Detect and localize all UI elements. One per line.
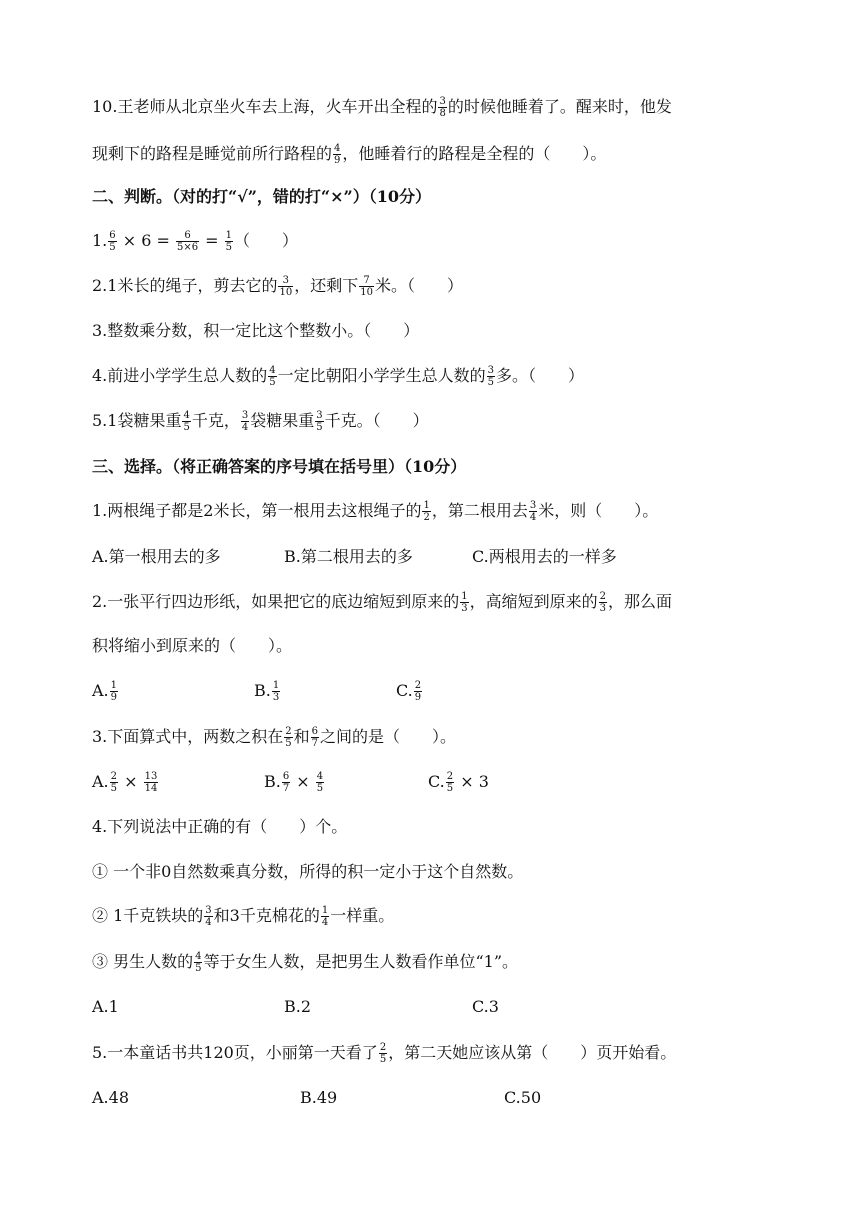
text: 等于女生人数，是把男生人数看作单位“1”。 <box>203 952 519 971</box>
operator: × 3 <box>455 772 489 791</box>
numerator: 3 <box>205 905 212 916</box>
text: 现剩下的路程是睡觉前所行路程的 <box>92 144 333 163</box>
fraction <box>278 275 293 298</box>
numerator: 4 <box>269 365 276 376</box>
denominator: 5×6 <box>176 242 199 253</box>
numerator: 6 <box>311 726 319 737</box>
numerator: 2 <box>285 726 292 737</box>
fraction <box>284 726 292 749</box>
denominator: 5 <box>446 783 454 794</box>
denominator: 3 <box>272 692 280 703</box>
denominator: 4 <box>241 422 249 433</box>
option-letter: C. <box>428 772 445 791</box>
numerator: 1 <box>423 500 430 511</box>
numerator: 6 <box>282 771 290 782</box>
text: 5.一本童话书共120页，小丽第一天看了 <box>92 1043 378 1062</box>
q4-statement-3 <box>92 951 518 974</box>
text: 袋糖果重 <box>250 411 315 430</box>
denominator: 9 <box>414 692 422 703</box>
fraction <box>144 771 159 794</box>
fraction <box>359 275 374 298</box>
fraction <box>487 365 495 388</box>
option-letter: A. <box>92 772 109 791</box>
denominator: 4 <box>205 917 212 928</box>
q10-line2 <box>92 143 606 166</box>
denominator: 5 <box>225 242 233 253</box>
text: 千克。（ ） <box>324 411 429 430</box>
q3-option-c <box>428 771 489 794</box>
numerator: 7 <box>359 275 374 287</box>
numerator: 2 <box>110 771 118 782</box>
judge-item-4 <box>92 365 584 388</box>
denominator: 9 <box>110 692 118 703</box>
numerator: 2 <box>414 680 422 691</box>
q10-line1 <box>92 96 672 119</box>
fraction <box>321 905 329 928</box>
q5-option-a: A.48 <box>92 1088 129 1107</box>
fraction <box>272 680 280 703</box>
text: 米。（ ） <box>374 276 463 295</box>
choice-q1 <box>92 500 658 523</box>
denominator: 5 <box>379 1054 387 1065</box>
text: 米，则（ ）。 <box>538 501 659 520</box>
judge-item-1 <box>92 230 298 253</box>
q1-option-b: B.第二根用去的多 <box>284 547 413 566</box>
choice-q2-line1 <box>92 591 672 614</box>
fraction <box>529 500 537 523</box>
numerator: 4 <box>316 771 324 782</box>
text: ，那么面 <box>608 592 673 611</box>
judge-item-3: 3.整数乘分数，积一定比这个整数小。（ ） <box>92 321 420 340</box>
option-letter: A. <box>92 681 109 700</box>
q3-option-b <box>264 771 325 794</box>
numerator: 1 <box>272 680 280 691</box>
numerator: 3 <box>241 410 249 421</box>
denominator: 14 <box>144 783 158 794</box>
section2-title: 二、判断。（对的打“√”，错的打“×”）（10分） <box>92 187 432 206</box>
denominator: 5 <box>285 738 292 749</box>
fraction <box>311 726 319 749</box>
text: 一定比朝阳小学学生总人数的 <box>277 366 486 385</box>
fraction <box>438 96 446 119</box>
fraction <box>446 771 454 794</box>
numerator: 3 <box>316 410 323 421</box>
text: ，还剩下 <box>294 276 359 295</box>
denominator: 5 <box>183 422 190 433</box>
text: 之间的是（ ）。 <box>320 727 457 746</box>
denominator: 3 <box>461 603 468 614</box>
denominator: 5 <box>109 242 116 253</box>
choice-q3 <box>92 726 456 749</box>
choice-q4-stem: 4.下列说法中正确的有（ ）个。 <box>92 817 348 836</box>
numerator: 3 <box>487 365 495 376</box>
numerator: 3 <box>278 275 293 287</box>
numerator: 6 <box>109 230 116 241</box>
numerator: 3 <box>529 500 537 511</box>
option-letter: B. <box>264 772 281 791</box>
text: 4.前进小学学生总人数的 <box>92 366 268 385</box>
judge-item-2 <box>92 275 463 298</box>
denominator: 5 <box>269 377 276 388</box>
q4-option-c: C.3 <box>472 997 499 1016</box>
fraction <box>315 410 323 433</box>
numerator: 2 <box>599 591 607 602</box>
numerator: 4 <box>334 143 341 154</box>
denominator: 5 <box>316 783 324 794</box>
fraction <box>182 410 190 433</box>
denominator: 7 <box>282 783 290 794</box>
text: ，高缩短到原来的 <box>469 592 598 611</box>
q3-option-a <box>92 771 159 794</box>
q5-option-b: B.49 <box>300 1088 338 1107</box>
operator: × <box>119 772 143 791</box>
numerator: 3 <box>439 96 446 107</box>
text: ③ 男生人数的 <box>92 952 194 971</box>
judge-item-5 <box>92 410 429 433</box>
fraction <box>379 1042 387 1065</box>
text: 和 <box>293 727 310 746</box>
q1-option-c: C.两根用去的一样多 <box>472 547 617 566</box>
denominator: 7 <box>311 738 319 749</box>
text: 1. <box>92 231 108 250</box>
text: 5.1袋糖果重 <box>92 411 182 430</box>
option-letter: B. <box>254 681 271 700</box>
fraction <box>225 230 233 253</box>
text: 2.1米长的绳子，剪去它的 <box>92 276 278 295</box>
denominator: 5 <box>110 783 118 794</box>
text: × 6 = <box>117 231 175 250</box>
q2-option-a <box>92 680 119 703</box>
text: ② 1千克铁块的 <box>92 906 204 925</box>
text: 2.一张平行四边形纸，如果把它的底边缩短到原来的 <box>92 592 460 611</box>
numerator: 4 <box>183 410 190 421</box>
q4-statement-1: ① 一个非0自然数乘真分数，所得的积一定小于这个自然数。 <box>92 862 524 881</box>
denominator: 10 <box>360 287 373 298</box>
choice-q2-line2: 积将缩小到原来的（ ）。 <box>92 636 293 655</box>
numerator: 4 <box>195 951 202 962</box>
q2-option-c <box>396 680 423 703</box>
operator: × <box>291 772 315 791</box>
q4-option-a: A.1 <box>92 997 119 1016</box>
text: ，第二根用去 <box>431 501 528 520</box>
fraction <box>108 230 116 253</box>
denominator: 2 <box>423 512 430 523</box>
denominator: 4 <box>529 512 537 523</box>
q1-option-a: A.第一根用去的多 <box>92 547 221 566</box>
fraction <box>176 230 199 253</box>
numerator: 13 <box>144 771 158 782</box>
numerator: 2 <box>446 771 454 782</box>
text: 1.两根绳子都是2米长，第一根用去这根绳子的 <box>92 501 422 520</box>
fraction <box>422 500 430 523</box>
section3-title: 三、选择。（将正确答案的序号填在括号里）（10分） <box>92 457 467 476</box>
option-letter: C. <box>396 681 413 700</box>
numerator: 1 <box>321 905 329 916</box>
fraction <box>316 771 324 794</box>
numerator: 2 <box>379 1042 387 1053</box>
fraction <box>241 410 249 433</box>
fraction <box>194 951 202 974</box>
text: 多。（ ） <box>496 366 585 385</box>
text: 3.下面算式中，两数之积在 <box>92 727 284 746</box>
denominator: 5 <box>316 422 323 433</box>
q5-option-c: C.50 <box>504 1088 542 1107</box>
denominator: 3 <box>599 603 607 614</box>
text: ，他睡着行的路程是全程的（ ）。 <box>342 144 607 163</box>
denominator: 9 <box>334 155 341 166</box>
q4-option-b: B.2 <box>284 997 312 1016</box>
text: 10.王老师从北京坐火车去上海，火车开出全程的 <box>92 97 438 116</box>
text: 和3千克棉花的 <box>213 906 320 925</box>
answer-bracket: （ ） <box>234 231 299 250</box>
fraction <box>333 143 341 166</box>
fraction <box>460 591 468 614</box>
fraction <box>110 680 118 703</box>
fraction <box>268 365 276 388</box>
fraction <box>599 591 607 614</box>
numerator: 1 <box>225 230 233 241</box>
denominator: 5 <box>195 963 202 974</box>
text: 千克， <box>191 411 240 430</box>
fraction <box>110 771 118 794</box>
denominator: 5 <box>487 377 495 388</box>
text: ，第二天她应该从第（ ）页开始看。 <box>388 1043 677 1062</box>
fraction <box>204 905 212 928</box>
numerator: 1 <box>110 680 118 691</box>
text: 的时候他睡着了。醒来时，他发 <box>447 97 672 116</box>
numerator: 6 <box>176 230 199 242</box>
text: = <box>200 231 224 250</box>
text: 一样重。 <box>330 906 395 925</box>
numerator: 1 <box>461 591 468 602</box>
choice-q5 <box>92 1042 676 1065</box>
denominator: 8 <box>439 108 446 119</box>
q4-statement-2 <box>92 905 394 928</box>
fraction <box>414 680 422 703</box>
denominator: 4 <box>321 917 329 928</box>
denominator: 10 <box>279 287 293 298</box>
q2-option-b <box>254 680 281 703</box>
fraction <box>282 771 290 794</box>
